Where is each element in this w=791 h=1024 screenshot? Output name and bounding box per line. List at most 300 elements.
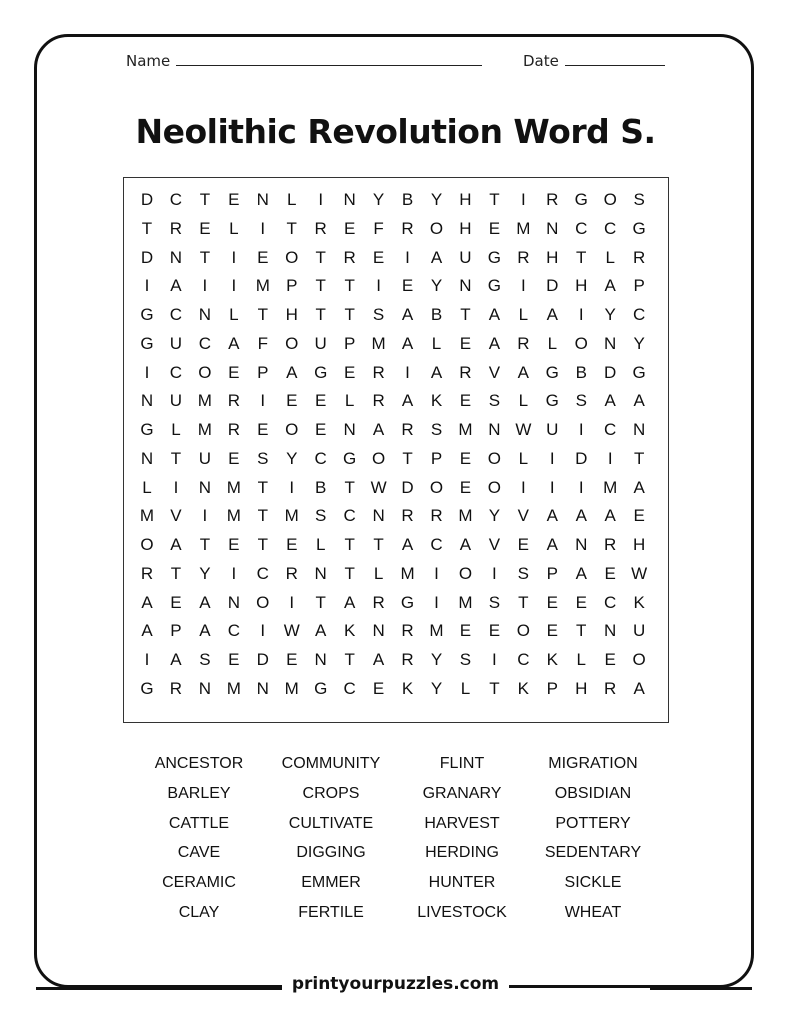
word-list-item: POTTERY: [555, 814, 631, 832]
grid-letter: N: [372, 506, 385, 526]
grid-letter: G: [632, 362, 646, 382]
grid-letter: N: [169, 247, 183, 267]
grid-letter: M: [226, 506, 241, 526]
grid-letter: I: [202, 276, 208, 296]
grid-letter: R: [604, 535, 617, 554]
grid-letter: A: [546, 535, 558, 554]
grid-letter: P: [546, 678, 558, 698]
grid-letter: I: [492, 650, 497, 669]
grid-letter: A: [488, 305, 501, 324]
grid-letter: A: [170, 535, 182, 554]
grid-letter: E: [604, 650, 616, 669]
grid-letter: T: [257, 305, 268, 324]
grid-letter: U: [169, 333, 183, 353]
grid-letter: M: [284, 506, 299, 526]
grid-letter: C: [343, 506, 356, 526]
grid-letter: R: [546, 190, 559, 209]
grid-letter: R: [372, 391, 385, 411]
word-list-item: ANCESTOR: [154, 755, 244, 772]
grid-letter: V: [488, 535, 501, 554]
grid-letter: A: [517, 362, 530, 382]
grid-letter: L: [576, 650, 586, 669]
grid-letter: L: [518, 305, 529, 324]
grid-letter: I: [607, 448, 613, 468]
name-label: Name: [126, 52, 171, 70]
grid-letter: M: [516, 218, 531, 238]
word-list-item: CAVE: [177, 844, 221, 862]
grid-letter: T: [344, 650, 355, 669]
grid-letter: C: [256, 563, 269, 583]
grid-letter: T: [257, 506, 268, 526]
grid-letter: S: [633, 190, 645, 209]
grid-letter: D: [604, 362, 617, 382]
grid-letter: A: [170, 650, 182, 669]
date-label: Date: [523, 52, 559, 70]
grid-letter: P: [286, 276, 298, 296]
word-list-item: LIVESTOCK: [417, 904, 507, 921]
grid-letter: G: [140, 678, 154, 698]
name-line: [176, 53, 482, 66]
grid-letter: M: [197, 420, 212, 439]
grid-letter: I: [260, 621, 266, 641]
grid-letter: U: [546, 420, 559, 439]
grid-letter: U: [169, 391, 183, 411]
grid-letter: O: [285, 333, 299, 353]
grid-letter: P: [170, 621, 182, 641]
grid-letter: U: [198, 448, 212, 468]
grid-letter: O: [574, 333, 588, 353]
word-list-item: EMMER: [301, 874, 361, 892]
grid-letter: R: [401, 506, 414, 526]
grid-letter: S: [257, 448, 269, 468]
word-list-item: FERTILE: [298, 904, 364, 921]
grid-letter: O: [256, 592, 270, 612]
grid-letter: D: [140, 190, 154, 209]
grid-letter: E: [228, 190, 240, 209]
grid-letter: E: [401, 276, 414, 296]
grid-letter: N: [256, 678, 269, 698]
grid-letter: A: [199, 621, 211, 641]
grid-letter: D: [575, 448, 588, 468]
grid-letter: T: [344, 535, 355, 554]
grid-letter: M: [603, 477, 618, 497]
grid-letter: N: [459, 276, 472, 296]
grid-letter: E: [517, 535, 530, 554]
grid-letter: R: [314, 218, 327, 238]
grid-letter: C: [343, 678, 356, 698]
grid-letter: E: [372, 678, 385, 698]
grid-letter: G: [400, 592, 415, 612]
grid-letter: D: [140, 247, 154, 267]
word-list-item: HERDING: [425, 844, 499, 862]
grid-letter: A: [546, 305, 558, 324]
grid-letter: I: [289, 477, 295, 497]
grid-letter: P: [633, 276, 645, 296]
grid-letter: I: [405, 247, 410, 267]
grid-letter: G: [314, 362, 328, 382]
grid-letter: C: [604, 592, 617, 612]
grid-letter: G: [140, 305, 154, 324]
grid-letter: E: [228, 448, 240, 468]
grid-letter: I: [578, 305, 584, 324]
grid-letter: O: [516, 621, 530, 641]
grid-letter: I: [578, 477, 584, 497]
grid-letter: G: [487, 247, 501, 267]
grid-letter: N: [604, 621, 617, 641]
grid-letter: E: [343, 218, 356, 238]
grid-letter: T: [199, 247, 211, 267]
grid-letter: H: [459, 190, 472, 209]
grid-letter: T: [170, 563, 182, 583]
grid-letter: T: [286, 218, 297, 238]
grid-letter: L: [287, 190, 297, 209]
grid-letter: T: [489, 190, 500, 209]
grid-letter: I: [376, 276, 381, 296]
grid-letter: N: [343, 420, 356, 439]
grid-letter: I: [318, 190, 324, 209]
grid-letter: L: [344, 391, 355, 411]
grid-letter: S: [199, 650, 211, 669]
grid-letter: T: [576, 247, 587, 267]
grid-letter: I: [492, 563, 497, 583]
grid-letter: V: [488, 362, 501, 382]
grid-letter: W: [515, 420, 532, 439]
grid-letter: K: [401, 678, 414, 698]
grid-letter: R: [401, 420, 414, 439]
grid-letter: A: [401, 333, 414, 353]
grid-letter: R: [140, 563, 154, 583]
word-list-item: CLAY: [178, 904, 220, 921]
grid-letter: G: [140, 333, 154, 353]
grid-letter: C: [604, 218, 617, 238]
grid-letter: T: [170, 448, 182, 468]
grid-letter: U: [314, 333, 327, 353]
footer-website: printyourpuzzles.com: [282, 974, 509, 994]
grid-letter: T: [344, 276, 355, 296]
grid-letter: E: [286, 650, 298, 669]
grid-letter: A: [575, 506, 587, 526]
word-list-item: OBSIDIAN: [554, 784, 632, 802]
grid-letter: D: [256, 650, 269, 669]
grid-letter: L: [142, 477, 152, 497]
grid-letter: G: [545, 362, 559, 382]
grid-letter: T: [489, 678, 500, 698]
grid-letter: H: [285, 305, 298, 324]
grid-letter: N: [140, 391, 154, 411]
letter-grid: [123, 177, 669, 723]
grid-letter: A: [604, 391, 616, 411]
grid-letter: O: [429, 477, 444, 497]
grid-letter: R: [169, 678, 183, 698]
grid-letter: A: [459, 535, 472, 554]
grid-letter: T: [344, 477, 355, 497]
grid-letter: A: [633, 477, 645, 497]
grid-letter: E: [488, 621, 501, 641]
grid-letter: S: [575, 391, 587, 411]
grid-letter: N: [575, 535, 588, 554]
grid-letter: G: [545, 391, 559, 411]
grid-letter: I: [202, 506, 208, 526]
grid-letter: T: [633, 448, 645, 468]
grid-letter: I: [144, 276, 150, 296]
grid-letter: N: [343, 190, 356, 209]
grid-letter: E: [633, 506, 645, 526]
grid-letter: Y: [430, 678, 443, 698]
grid-letter: I: [434, 592, 439, 612]
grid-letter: O: [603, 190, 617, 209]
grid-letter: A: [372, 650, 385, 669]
grid-letter: E: [286, 391, 298, 411]
grid-letter: S: [459, 650, 472, 669]
grid-letter: G: [632, 218, 646, 238]
grid-letter: T: [402, 448, 413, 468]
grid-letter: M: [458, 506, 473, 526]
grid-letter: E: [228, 650, 240, 669]
grid-letter: T: [199, 190, 211, 209]
grid-letter: R: [285, 563, 298, 583]
grid-letter: R: [343, 247, 356, 267]
grid-letter: I: [231, 276, 237, 296]
grid-letter: R: [169, 218, 183, 238]
word-list-item: GRANARY: [422, 784, 502, 802]
grid-letter: C: [633, 305, 646, 324]
grid-letter: R: [459, 362, 472, 382]
grid-letter: C: [575, 218, 588, 238]
grid-letter: A: [430, 362, 443, 382]
word-list-item: FLINT: [439, 755, 485, 772]
grid-letter: E: [199, 218, 211, 238]
date-field: [523, 52, 665, 70]
grid-letter: H: [575, 276, 588, 296]
grid-letter: V: [517, 506, 530, 526]
grid-letter: P: [343, 333, 356, 353]
grid-letter: A: [575, 563, 587, 583]
word-list-item: HUNTER: [428, 874, 496, 892]
grid-letter: U: [459, 247, 472, 267]
grid-letter: I: [549, 448, 555, 468]
grid-letter: L: [171, 420, 181, 439]
grid-letter: R: [401, 218, 414, 238]
grid-letter: O: [487, 477, 501, 497]
grid-letter: G: [140, 420, 154, 439]
grid-letter: F: [257, 333, 268, 353]
grid-letter: C: [604, 420, 617, 439]
grid-letter: P: [257, 362, 269, 382]
grid-letter: M: [139, 506, 155, 526]
grid-letter: E: [315, 420, 327, 439]
grid-letter: B: [315, 477, 327, 497]
grid-letter: S: [372, 305, 385, 324]
grid-letter: Y: [488, 506, 501, 526]
grid-letter: Y: [604, 305, 616, 324]
grid-letter: L: [547, 333, 558, 353]
grid-letter: C: [227, 621, 240, 641]
grid-letter: M: [429, 621, 444, 641]
word-list-item: BARLEY: [167, 784, 231, 802]
grid-letter: E: [488, 218, 501, 238]
grid-letter: R: [401, 650, 414, 669]
grid-letter: A: [170, 276, 182, 296]
word-list-item: HARVEST: [424, 814, 500, 832]
grid-letter: M: [197, 391, 212, 411]
grid-letter: A: [430, 247, 443, 267]
grid-letter: N: [633, 420, 646, 439]
grid-letter: N: [198, 305, 212, 324]
grid-letter: Y: [286, 448, 298, 468]
grid-letter: H: [459, 218, 472, 238]
grid-letter: Y: [430, 276, 443, 296]
grid-letter: M: [226, 477, 241, 497]
grid-letter: S: [488, 592, 501, 612]
grid-letter: I: [520, 276, 526, 296]
grid-letter: E: [286, 535, 298, 554]
grid-letter: A: [286, 362, 298, 382]
grid-letter: O: [371, 448, 386, 468]
grid-letter: A: [401, 391, 414, 411]
grid-letter: I: [144, 362, 150, 382]
grid-letter: N: [140, 448, 154, 468]
grid-letter: T: [315, 592, 326, 612]
grid-letter: K: [343, 621, 356, 641]
grid-letter: Y: [372, 190, 385, 209]
grid-letter: A: [546, 506, 558, 526]
grid-letter: O: [140, 535, 154, 554]
grid-letter: F: [373, 218, 384, 238]
grid-letter: W: [370, 477, 387, 497]
grid-letter: A: [488, 333, 501, 353]
grid-letter: O: [285, 420, 299, 439]
grid-letter: T: [315, 276, 326, 296]
grid-letter: I: [520, 190, 526, 209]
grid-letter: K: [546, 650, 558, 669]
grid-letter: E: [459, 477, 472, 497]
grid-letter: R: [401, 621, 414, 641]
grid-letter: W: [283, 621, 300, 641]
word-list-item: DIGGING: [296, 844, 366, 862]
grid-letter: M: [458, 420, 473, 439]
grid-letter: E: [257, 420, 269, 439]
grid-letter: N: [256, 190, 269, 209]
grid-letter: M: [226, 678, 241, 698]
grid-letter: E: [459, 391, 472, 411]
grid-letter: L: [518, 448, 529, 468]
grid-letter: D: [401, 477, 414, 497]
word-list-item: CULTIVATE: [288, 814, 374, 832]
grid-letter: G: [487, 276, 501, 296]
grid-letter: N: [314, 650, 327, 669]
grid-letter: A: [343, 592, 356, 612]
grid-letter: A: [228, 333, 240, 353]
grid-letter: T: [257, 477, 268, 497]
grid-letter: E: [343, 362, 356, 382]
grid-letter: R: [430, 506, 443, 526]
grid-letter: H: [575, 678, 588, 698]
grid-letter: M: [400, 563, 415, 583]
grid-letter: S: [517, 563, 530, 583]
grid-letter: T: [315, 305, 326, 324]
grid-letter: L: [229, 218, 239, 238]
grid-letter: T: [141, 218, 153, 238]
grid-letter: O: [198, 362, 212, 382]
word-list-item: CERAMIC: [162, 874, 236, 892]
page-title: Neolithic Revolution Word S.: [135, 112, 656, 151]
grid-letter: R: [372, 592, 385, 612]
grid-letter: O: [285, 247, 299, 267]
grid-letter: G: [574, 190, 588, 209]
grid-letter: I: [231, 563, 237, 583]
grid-letter: A: [401, 535, 414, 554]
grid-letter: N: [546, 218, 559, 238]
grid-letter: R: [633, 247, 646, 267]
grid-letter: E: [372, 247, 385, 267]
grid-letter: O: [458, 563, 473, 583]
grid-letter: N: [488, 420, 501, 439]
grid-letter: T: [344, 305, 355, 324]
grid-letter: T: [199, 535, 211, 554]
grid-letter: E: [257, 247, 269, 267]
grid-letter: C: [314, 448, 327, 468]
grid-letter: I: [173, 477, 179, 497]
grid-letter: N: [198, 678, 212, 698]
grid-letter: K: [517, 678, 530, 698]
grid-letter: T: [257, 535, 268, 554]
footer: [0, 974, 791, 994]
word-list-item: WHEAT: [564, 904, 622, 921]
grid-letter: Y: [430, 190, 443, 209]
word-list-item: SICKLE: [564, 874, 622, 892]
grid-letter: E: [546, 621, 558, 641]
grid-letter: E: [170, 592, 182, 612]
grid-letter: A: [604, 506, 616, 526]
grid-letter: I: [289, 592, 295, 612]
grid-letter: E: [228, 535, 240, 554]
grid-letter: A: [141, 621, 153, 641]
grid-letter: E: [459, 621, 472, 641]
grid-letter: G: [314, 678, 328, 698]
grid-letter: M: [371, 333, 386, 353]
grid-letter: C: [517, 650, 530, 669]
grid-letter: T: [315, 247, 326, 267]
grid-letter: G: [343, 448, 357, 468]
grid-letter: N: [372, 621, 385, 641]
grid-letter: R: [372, 362, 385, 382]
grid-letter: S: [315, 506, 327, 526]
grid-letter: T: [344, 563, 355, 583]
grid-letter: S: [488, 391, 501, 411]
grid-letter: H: [546, 247, 559, 267]
grid-letter: R: [517, 247, 530, 267]
grid-letter: L: [460, 678, 471, 698]
grid-letter: Y: [633, 333, 645, 353]
grid-letter: V: [170, 506, 182, 526]
grid-letter: K: [430, 391, 443, 411]
grid-letter: I: [231, 247, 237, 267]
grid-letter: T: [460, 305, 471, 324]
grid-letter: A: [633, 678, 645, 698]
grid-letter: B: [575, 362, 587, 382]
grid-letter: D: [546, 276, 559, 296]
grid-letter: A: [401, 305, 414, 324]
name-field: [126, 52, 482, 70]
grid-letter: N: [604, 333, 617, 353]
grid-letter: O: [632, 650, 646, 669]
date-line: [565, 53, 665, 66]
grid-letter: M: [284, 678, 299, 698]
word-list-item: COMMUNITY: [281, 755, 381, 772]
word-list-item: SEDENTARY: [544, 844, 642, 862]
grid-letter: W: [631, 563, 648, 583]
grid-letter: C: [430, 535, 443, 554]
